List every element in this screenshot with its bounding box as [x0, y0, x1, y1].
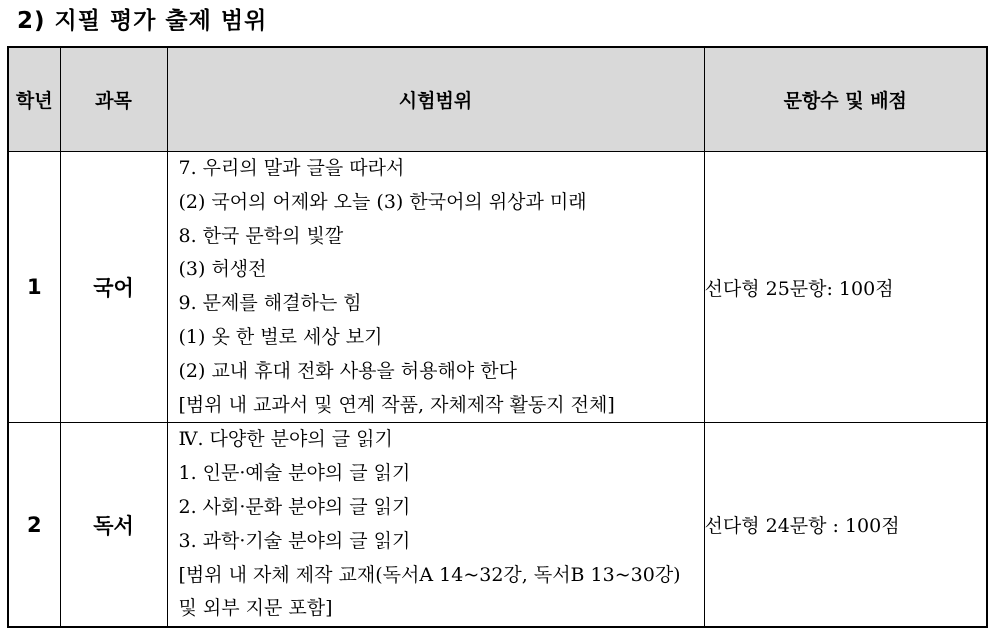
range-line: 2. 사회·문화 분야의 글 읽기 — [178, 495, 411, 518]
range-line: (2) 국어의 어제와 오늘 (3) 한국어의 위상과 미래 — [178, 190, 587, 213]
range-line: (1) 옷 한 벌로 세상 보기 — [178, 325, 383, 348]
table-row — [8, 423, 987, 627]
range-line: 7. 우리의 말과 글을 따라서 — [178, 157, 405, 179]
range-line: [범위 내 교과서 및 연계 작품, 자체제작 활동지 전체] — [178, 393, 615, 416]
items-cell: 선다형 25문항: 100점 — [704, 152, 987, 423]
range-line: (2) 교내 휴대 전화 사용을 허용해야 한다 — [178, 359, 517, 382]
exam-scope-table — [7, 46, 988, 628]
header-range: 시험범위 — [167, 47, 704, 152]
range-line: [범위 내 자체 제작 교재(독서A 14~32강, 독서B 13~30강) — [178, 563, 681, 586]
subject-cell: 국어 — [60, 152, 167, 423]
grade-cell: 1 — [8, 152, 60, 423]
header-subject: 과목 — [60, 47, 167, 152]
header-grade: 학년 — [8, 47, 60, 152]
range-line: 1. 인문·예술 분야의 글 읽기 — [178, 462, 411, 485]
range-line: 9. 문제를 해결하는 힘 — [178, 292, 362, 315]
grade-cell: 2 — [8, 423, 60, 627]
range-cell — [167, 423, 704, 627]
table-header-row — [8, 47, 987, 152]
header-items: 문항수 및 배점 — [704, 47, 987, 152]
section-title: 2) 지필 평가 출제 범위 — [17, 8, 268, 34]
range-line: 및 외부 지문 포함] — [178, 597, 333, 620]
range-line: 3. 과학·기술 분야의 글 읽기 — [178, 529, 411, 552]
range-line: 8. 한국 문학의 빛깔 — [178, 224, 344, 247]
range-cell — [167, 152, 704, 423]
items-cell: 선다형 24문항 : 100점 — [704, 423, 987, 627]
table-row — [8, 152, 987, 423]
subject-cell: 독서 — [60, 423, 167, 627]
range-line: (3) 허생전 — [178, 258, 267, 281]
range-line: Ⅳ. 다양한 분야의 글 읽기 — [178, 428, 393, 451]
